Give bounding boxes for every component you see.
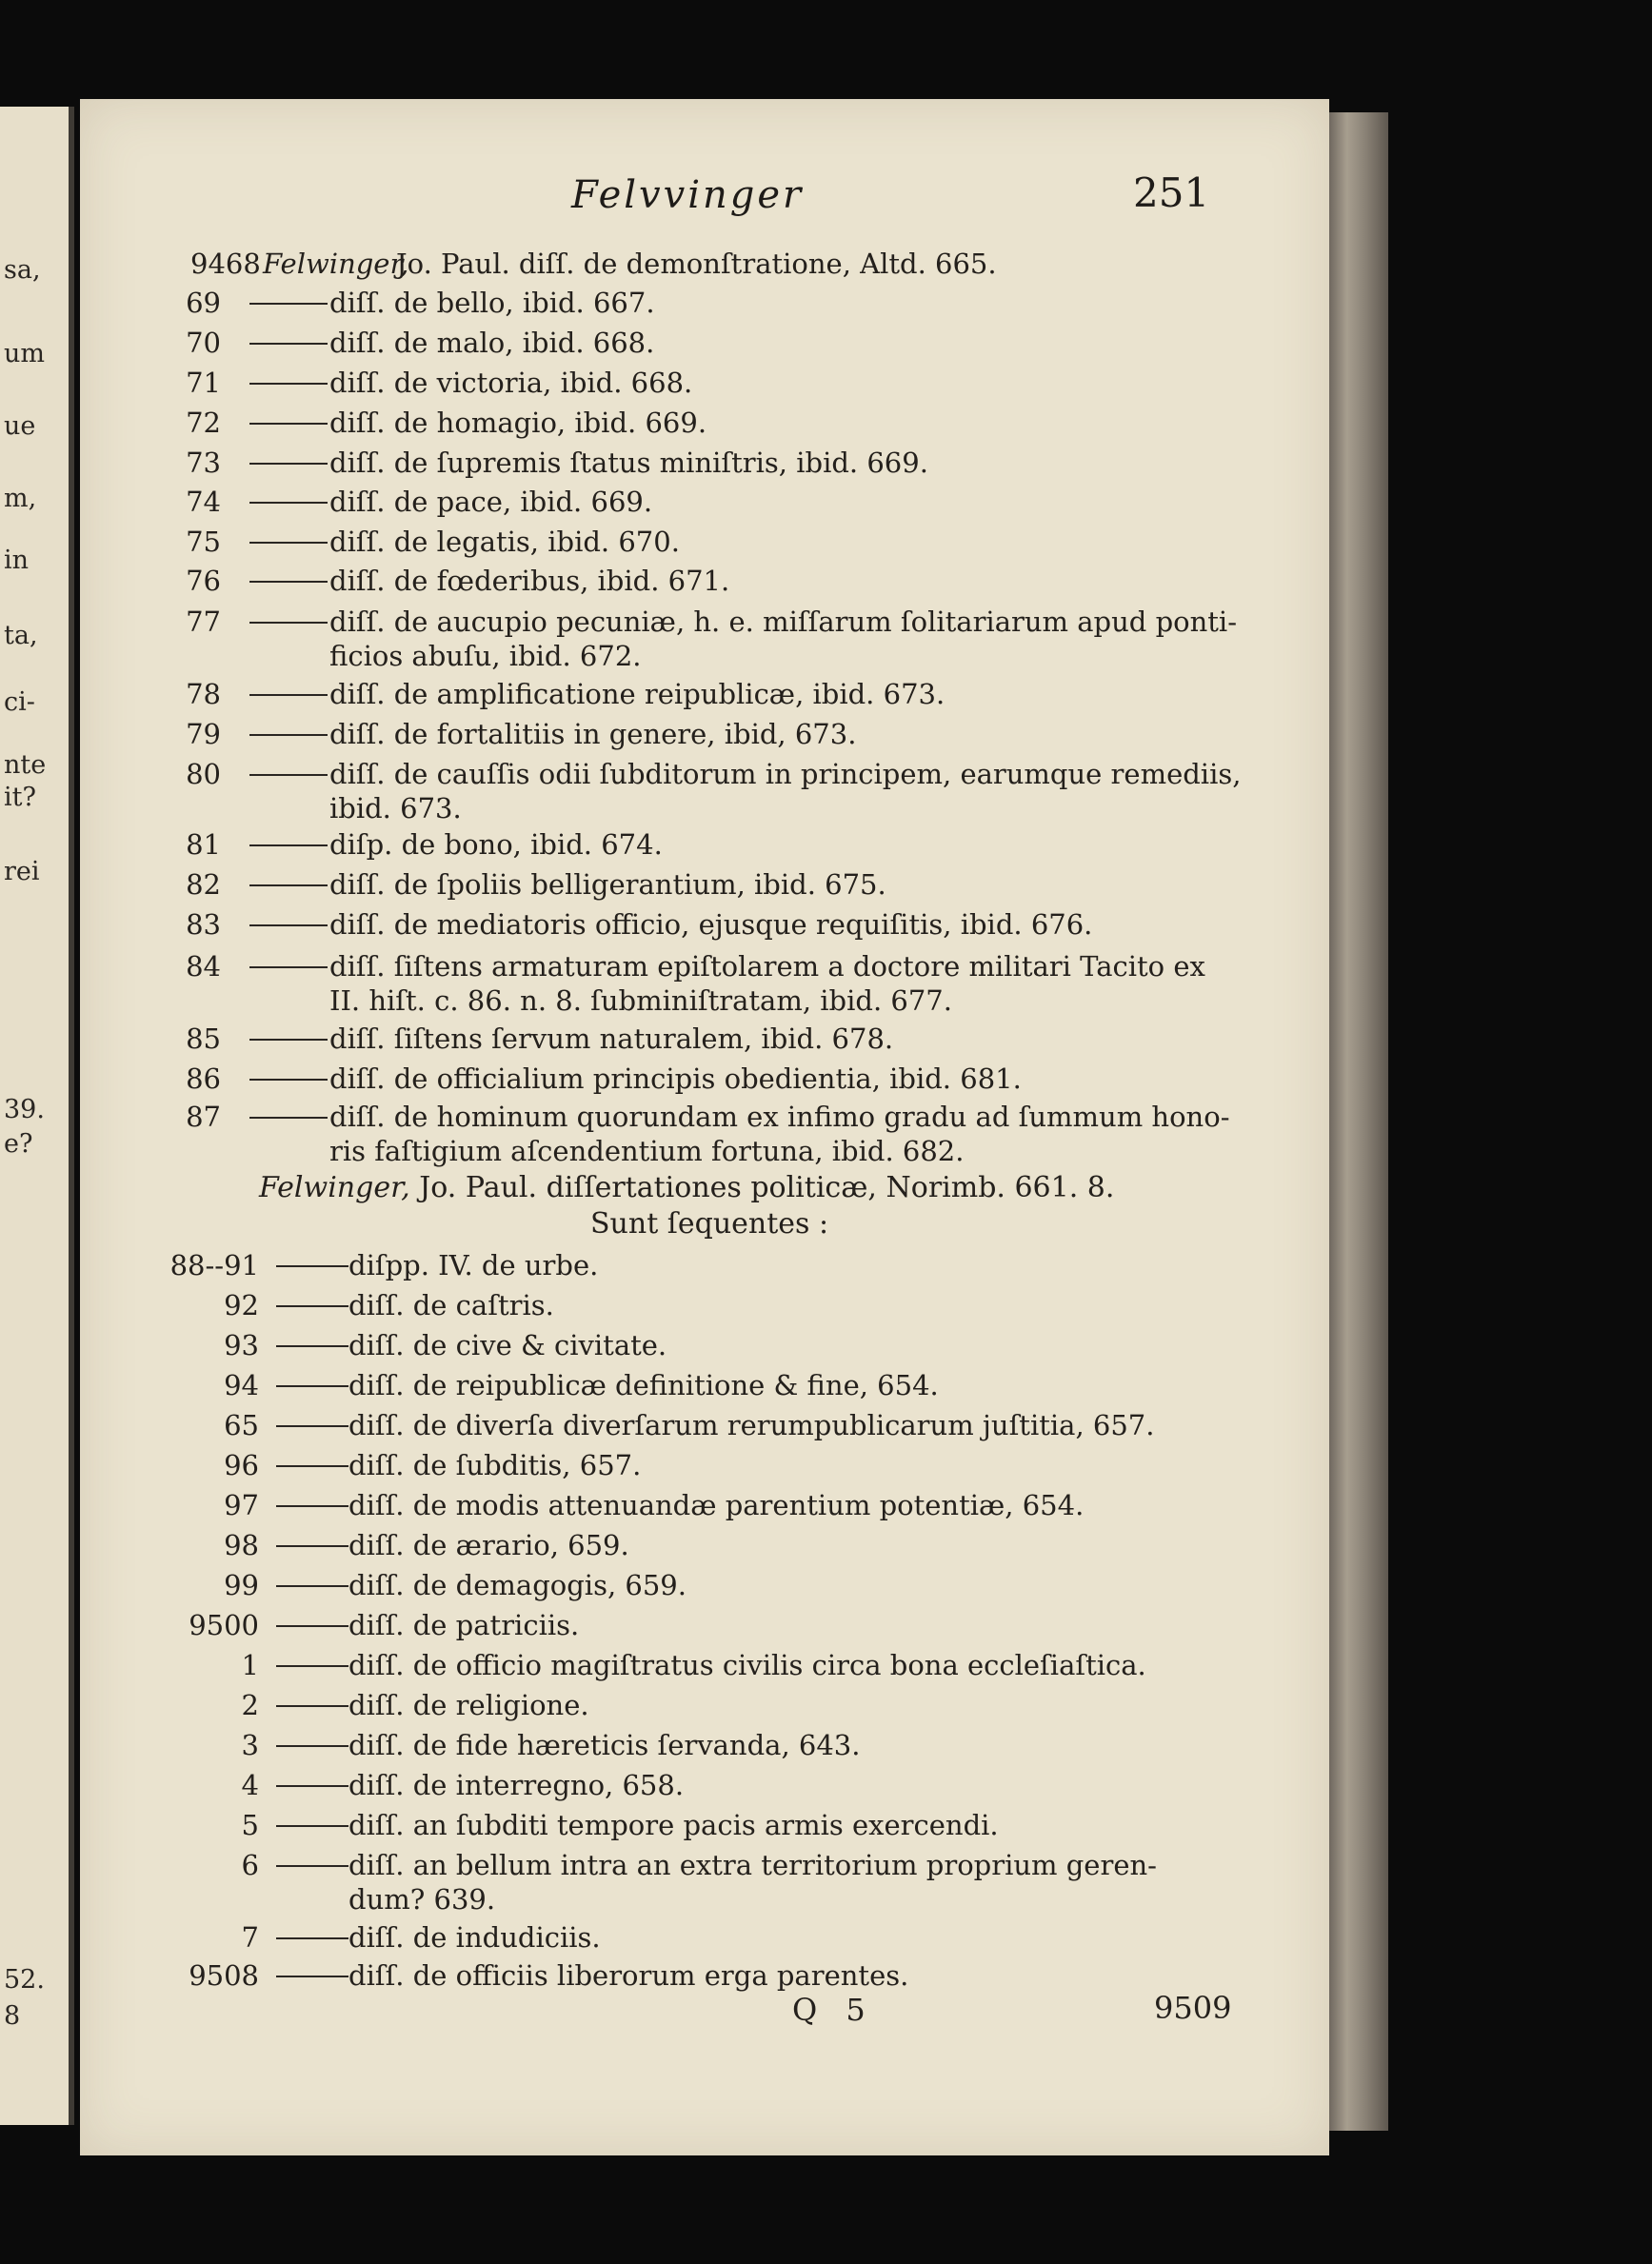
left-page-fragment: it? bbox=[4, 783, 36, 812]
entry-number: 7 bbox=[241, 1921, 259, 1954]
left-page-fragment: ue bbox=[4, 411, 36, 441]
entry-text: diſſ. de cive & civitate. bbox=[348, 1329, 667, 1361]
entry-text: diſſ. de malo, ibid. 668. bbox=[329, 327, 655, 359]
entry-text: diſſ. de reipublicæ definitione & fine, 654. bbox=[348, 1369, 939, 1401]
entry-number: 65 bbox=[224, 1409, 259, 1441]
entry-text: diſſ. de pace, ibid. 669. bbox=[329, 486, 653, 518]
left-page-fragment: in bbox=[4, 546, 30, 575]
entry-dash bbox=[249, 542, 328, 544]
entry-number: 96 bbox=[224, 1449, 259, 1481]
collection-heading bbox=[259, 1171, 1114, 1204]
entry-dash bbox=[276, 1305, 348, 1307]
entry-text: diſſ. de diverſa diverſarum rerumpublicarum juſtitia, 657. bbox=[348, 1409, 1155, 1441]
entry-dash bbox=[276, 1265, 348, 1267]
entry-number: 83 bbox=[186, 908, 221, 941]
entry-text: diſſ. de aucupio pecuniæ, h. e. miſſarum ſolitariarum apud ponti- bbox=[329, 606, 1237, 638]
entry-number: 80 bbox=[186, 758, 221, 790]
entry-number: 74 bbox=[186, 486, 221, 518]
entry-number: 94 bbox=[224, 1369, 259, 1401]
left-page-fragment: nte bbox=[4, 750, 47, 780]
left-page-edge bbox=[0, 107, 74, 2125]
entry-text: diſſ. de legatis, ibid. 670. bbox=[329, 526, 680, 558]
entry-continuation: ris faſtigium aſcendentium fortuna, ibid. 682. bbox=[329, 1135, 965, 1167]
entry-number: 84 bbox=[186, 950, 221, 983]
entry-number: 78 bbox=[186, 678, 221, 710]
entry-text: diſp. de bono, ibid. 674. bbox=[329, 828, 663, 861]
entry-number: 4 bbox=[241, 1769, 259, 1801]
entry-dash bbox=[249, 884, 328, 886]
entry-text: diſſ. de modis attenuandæ parentium potentiæ, 654. bbox=[348, 1489, 1085, 1521]
left-page-fragment: rei bbox=[4, 857, 40, 886]
entry-number: 79 bbox=[186, 718, 221, 750]
entry-number: 97 bbox=[224, 1489, 259, 1521]
entry-text: diſſ. de demagogis, 659. bbox=[348, 1569, 687, 1601]
entry-text: diſſ. de ſupremis ſtatus miniſtris, ibid. 669. bbox=[329, 447, 928, 479]
entry-text: diſſ. de officialium principis obedientia, ibid. 681. bbox=[329, 1062, 1022, 1095]
entry-text: diſſ. de amplificatione reipublicæ, ibid. 673. bbox=[329, 678, 945, 710]
left-page-fragment: ta, bbox=[4, 621, 38, 650]
signature-mark: Q 5 bbox=[792, 1992, 875, 2028]
entry-text: diſſ. de fide hæreticis ſervanda, 643. bbox=[348, 1729, 861, 1761]
left-page-fragment: um bbox=[4, 339, 45, 368]
entry-dash bbox=[276, 1865, 348, 1867]
entry-text: diſſ. de officiis liberorum erga parentes. bbox=[348, 1959, 909, 1992]
entry-text: diſſ. de ſubditis, 657. bbox=[348, 1449, 642, 1481]
left-page-fragment: 39. bbox=[4, 1095, 45, 1124]
entry-text: diſſ. de homagio, ibid. 669. bbox=[329, 407, 707, 439]
entry-number: 71 bbox=[186, 367, 221, 399]
entry-dash bbox=[249, 303, 328, 305]
entry-number: 98 bbox=[224, 1529, 259, 1561]
entry-number: 69 bbox=[186, 287, 221, 319]
entry-text: diſſ. de mediatoris officio, ejusque requiſitis, ibid. 676. bbox=[329, 908, 1093, 941]
entry-number: 88--91 bbox=[169, 1249, 259, 1281]
entry-text: diſſ. de ſpoliis belligerantium, ibid. 675. bbox=[329, 868, 886, 901]
entry-dash bbox=[276, 1785, 348, 1787]
entry-number: 82 bbox=[186, 868, 221, 901]
entry-continuation: ficios abuſu, ibid. 672. bbox=[329, 640, 642, 672]
page-edge-stack bbox=[1329, 112, 1388, 2131]
entry-text: diſſ. de ærario, 659. bbox=[348, 1529, 629, 1561]
entry-number: 92 bbox=[224, 1289, 259, 1321]
entry-number: 99 bbox=[224, 1569, 259, 1601]
entry-number: 81 bbox=[186, 828, 221, 861]
entry-dash bbox=[276, 1465, 348, 1467]
entry-text: diſpp. IV. de urbe. bbox=[348, 1249, 599, 1281]
entry-text: diſſ. de indudiciis. bbox=[348, 1921, 601, 1954]
entry-dash bbox=[276, 1425, 348, 1427]
entry-dash bbox=[276, 1745, 348, 1747]
entry-dash bbox=[276, 1505, 348, 1507]
entry-number: 6 bbox=[241, 1849, 259, 1881]
entry-text: diſſ. de caſtris. bbox=[348, 1289, 554, 1321]
entry-dash bbox=[276, 1976, 348, 1977]
left-page-fragment: 8 bbox=[4, 2001, 21, 2031]
entry-text: diſſ. de victoria, ibid. 668. bbox=[329, 367, 693, 399]
left-page-fragment: 52. bbox=[4, 1965, 45, 1995]
entry-text: diſſ. an bellum intra an extra territorium proprium geren- bbox=[348, 1849, 1157, 1881]
entry-dash bbox=[276, 1705, 348, 1707]
left-page-fragment: m, bbox=[4, 484, 37, 513]
entry-dash bbox=[249, 581, 328, 583]
entry-dash bbox=[249, 774, 328, 776]
entry-text: diſſ. de fortalitiis in genere, ibid, 673. bbox=[329, 718, 857, 750]
entry-dash bbox=[249, 694, 328, 696]
catchword: 9509 bbox=[1154, 1990, 1232, 2026]
entry-text: diſſ. de fœderibus, ibid. 671. bbox=[329, 565, 730, 597]
entry-number: 87 bbox=[186, 1101, 221, 1133]
entry-dash bbox=[276, 1625, 348, 1627]
collection-intro: Sunt ſequentes : bbox=[590, 1207, 829, 1241]
entry-continuation: dum? 639. bbox=[348, 1883, 496, 1916]
entry-text: diſſ. de patriciis. bbox=[348, 1609, 580, 1641]
entry-text: diſſ. de officio magiſtratus civilis circa bona eccleſiaſtica. bbox=[348, 1649, 1146, 1681]
entry-dash bbox=[249, 383, 328, 385]
entry-dash bbox=[249, 1039, 328, 1041]
entry-text: Jo. Paul. diſſ. de demonſtratione, Altd. 665. bbox=[396, 248, 997, 280]
entry-dash bbox=[249, 844, 328, 846]
entry-number: 73 bbox=[186, 447, 221, 479]
running-head-title: Felvvinger bbox=[571, 173, 805, 217]
entry-text: diſſ. de cauſſis odii ſubditorum in principem, earumque remediis, bbox=[329, 758, 1242, 790]
entry-dash bbox=[249, 966, 328, 968]
entry-dash bbox=[249, 924, 328, 926]
entry-text: diſſ. de religione. bbox=[348, 1689, 589, 1721]
entry-dash bbox=[276, 1345, 348, 1347]
entry-dash bbox=[249, 734, 328, 736]
left-page-fragment: e? bbox=[4, 1129, 33, 1159]
entry-number: 9500 bbox=[189, 1609, 259, 1641]
collection-author: Felwinger, bbox=[259, 1171, 410, 1204]
entry-number: 9508 bbox=[189, 1959, 259, 1992]
entry-number: 3 bbox=[241, 1729, 259, 1761]
entry-number: 72 bbox=[186, 407, 221, 439]
page-number: 251 bbox=[1133, 169, 1210, 216]
entry-dash bbox=[249, 343, 328, 345]
entry-continuation: II. hiſt. c. 86. n. 8. ſubminiſtratam, ibid. 677. bbox=[329, 984, 952, 1017]
entry-number: 85 bbox=[186, 1023, 221, 1055]
entry-dash bbox=[249, 502, 328, 504]
entry-number: 86 bbox=[186, 1062, 221, 1095]
entry-text: diſſ. de interregno, 658. bbox=[348, 1769, 685, 1801]
entry-number: 76 bbox=[186, 565, 221, 597]
left-page-fragment: sa, bbox=[4, 255, 41, 285]
collection-title: Jo. Paul. diſſertationes politicæ, Norimb. 661. 8. bbox=[419, 1171, 1115, 1204]
entry-dash bbox=[249, 1079, 328, 1081]
entry-dash bbox=[276, 1585, 348, 1587]
entry-number: 93 bbox=[224, 1329, 259, 1361]
entry-text: diſſ. ſiſtens ſervum naturalem, ibid. 678. bbox=[329, 1023, 894, 1055]
entry-author: Felwinger, bbox=[263, 248, 409, 280]
entry-dash bbox=[249, 423, 328, 425]
entry-number: 2 bbox=[241, 1689, 259, 1721]
left-page-fragment: ci- bbox=[4, 687, 35, 717]
entry-text: diſſ. an ſubditi tempore pacis armis exercendi. bbox=[348, 1809, 999, 1841]
entry-number: 75 bbox=[186, 526, 221, 558]
entry-dash bbox=[276, 1385, 348, 1387]
entry-dash bbox=[276, 1937, 348, 1939]
entry-text: diſſ. de bello, ibid. 667. bbox=[329, 287, 655, 319]
entry-dash bbox=[276, 1825, 348, 1827]
entry-number: 1 bbox=[241, 1649, 259, 1681]
entry-dash bbox=[276, 1665, 348, 1667]
entry-number: 5 bbox=[241, 1809, 259, 1841]
entry-number: 77 bbox=[186, 606, 221, 638]
entry-text: diſſ. ſiſtens armaturam epiſtolarem a doctore militari Tacito ex bbox=[329, 950, 1205, 983]
entry-dash bbox=[276, 1545, 348, 1547]
entry-dash bbox=[249, 1117, 328, 1119]
entry-number: 70 bbox=[186, 327, 221, 359]
entry-dash bbox=[249, 463, 328, 465]
entry-number: 9468 bbox=[190, 248, 261, 280]
entry-continuation: ibid. 673. bbox=[329, 792, 462, 824]
entry-text: diſſ. de hominum quorundam ex infimo gradu ad ſummum hono- bbox=[329, 1101, 1230, 1133]
entry-dash bbox=[249, 622, 328, 624]
